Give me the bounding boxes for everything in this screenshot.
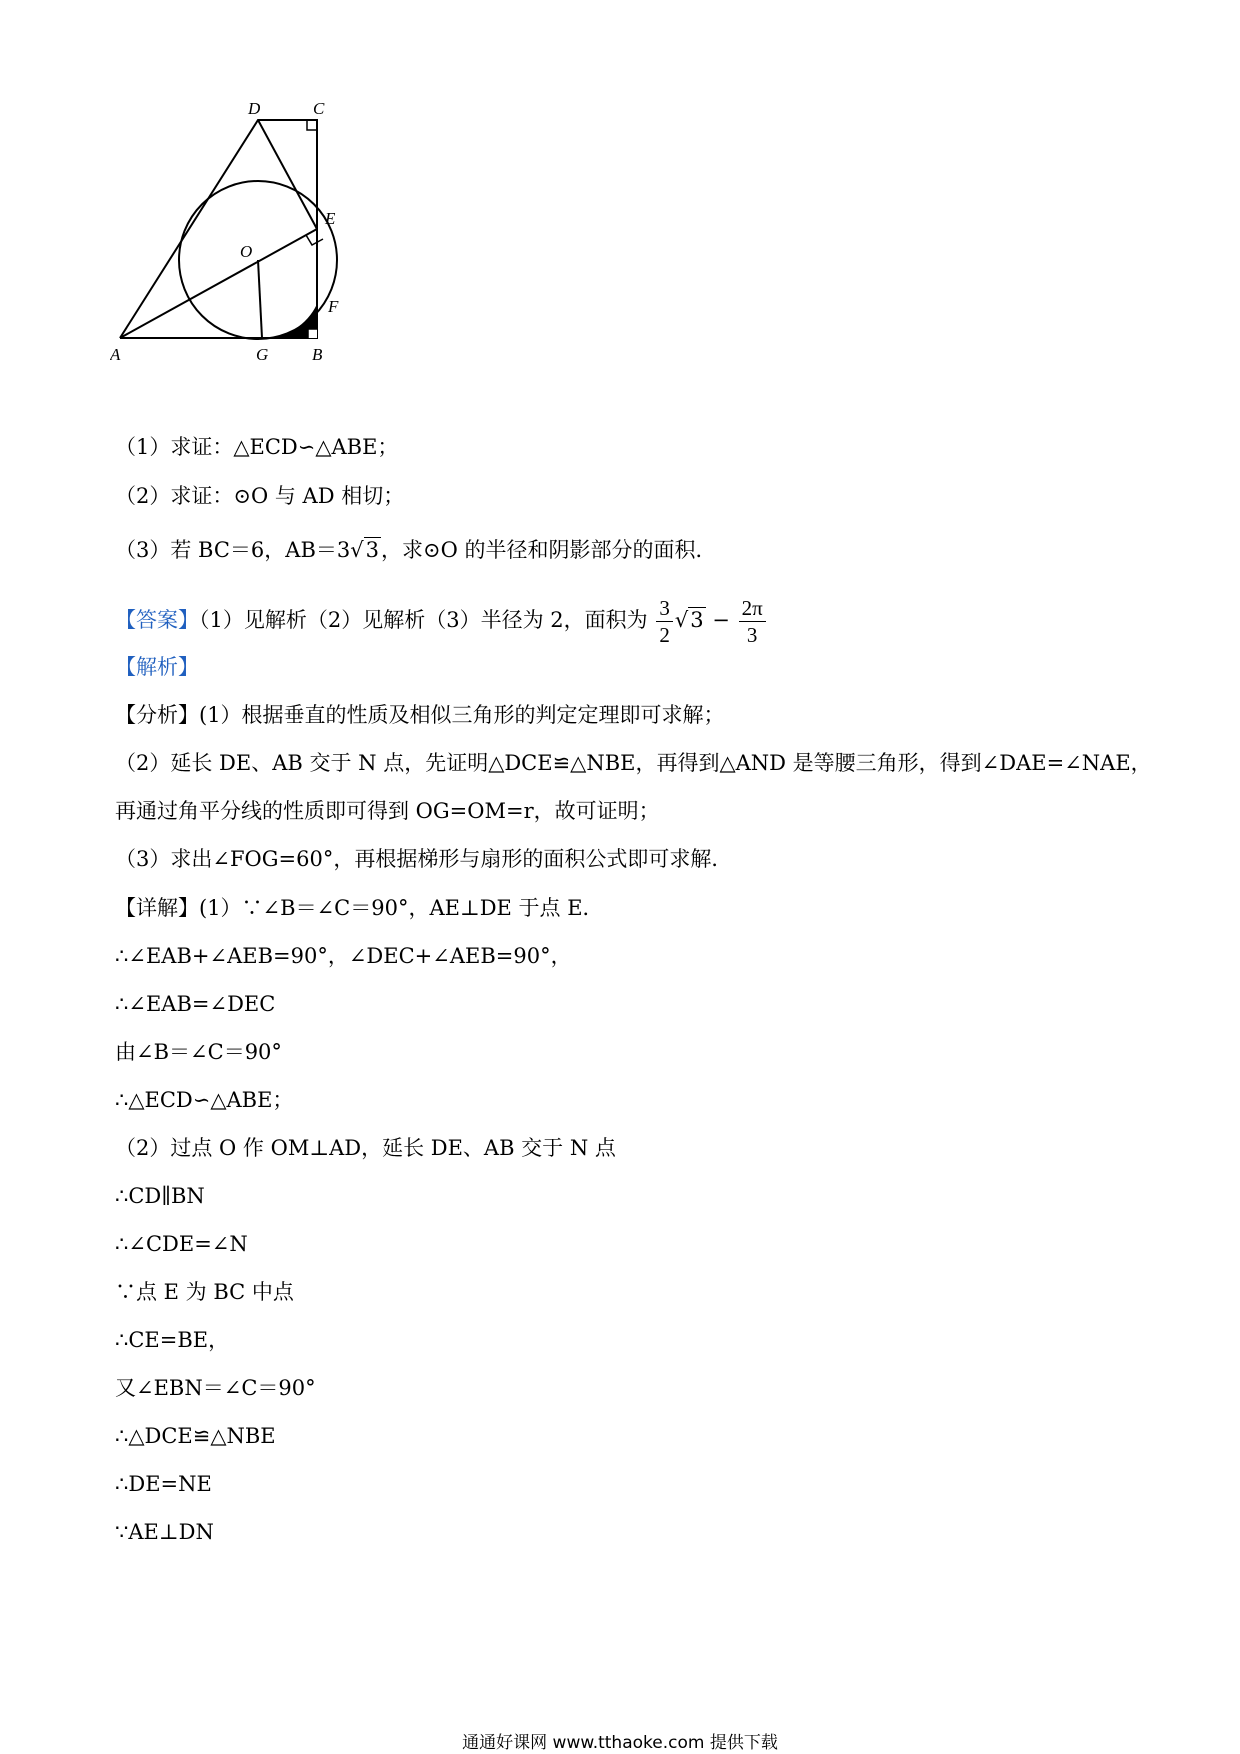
question-2: （2）求证：⊙O 与 AD 相切； [115, 484, 405, 508]
label-g: G [256, 345, 269, 364]
label-a: A [110, 345, 121, 364]
line-abcd [120, 120, 317, 338]
detail-line: ∴CE=BE， [115, 1328, 230, 1352]
question-3 [115, 535, 717, 565]
sqrt-symbol: √3 [350, 538, 380, 562]
line-og [258, 260, 262, 338]
analysis-line: 【分析】(1）根据垂直的性质及相似三角形的判定定理即可求解； [115, 703, 725, 727]
right-angle-c [307, 120, 317, 130]
line-de [258, 120, 317, 229]
detail-line: ∴∠EAB+∠AEB=90°，∠DEC+∠AEB=90°， [115, 944, 572, 968]
fraction-3-2: $\frac{3}{2}$ [656, 595, 673, 648]
label-b: B [312, 345, 323, 364]
label-c: C [313, 100, 325, 118]
answer-text: （1）见解析（2）见解析（3）半径为 2，面积为 [199, 608, 648, 632]
detail-line: 【详解】(1）∵∠B＝∠C＝90°，AE⊥DE 于点 E． [115, 896, 604, 920]
detail-line: ∴△DCE≌△NBE [115, 1424, 276, 1448]
detail-line: ∴△ECD∽△ABE； [115, 1088, 294, 1112]
detail-line: ∵点 E 为 BC 中点 [115, 1280, 294, 1304]
detail-line: 由∠B＝∠C＝90° [115, 1040, 282, 1064]
detail-line: ∵AE⊥DN [115, 1520, 214, 1544]
answer-minus: − [712, 608, 730, 632]
detail-line: （2）过点 O 作 OM⊥AD，延长 DE、AB 交于 N 点 [115, 1136, 616, 1160]
analysis-line: （2）延长 DE、AB 交于 N 点，先证明△DCE≌△NBE，再得到△AND 是等腰三角形，得到∠DAE=∠NAE， [115, 751, 1152, 775]
label-f: F [328, 297, 339, 316]
label-e: E [325, 209, 336, 228]
geometry-figure [110, 100, 390, 410]
question-3-post: ，求⊙O 的半径和阴影部分的面积． [381, 538, 717, 562]
detail-line: ∴∠CDE=∠N [115, 1232, 248, 1256]
analysis-tag: 【解析】 [115, 655, 199, 679]
detail-line: ∴CD∥BN [115, 1184, 205, 1208]
detail-line: 又∠EBN＝∠C＝90° [115, 1376, 316, 1400]
answer-line [115, 595, 768, 648]
analysis-line: （3）求出∠FOG=60°，再根据梯形与扇形的面积公式即可求解． [115, 847, 733, 871]
fraction-2pi-3: $\frac{2\pi}{3}$ [739, 595, 766, 648]
right-angle-e [306, 235, 323, 245]
question-1: （1）求证：△ECD∽△ABE； [115, 435, 399, 459]
footer-watermark: 通通好课网 www.tthaoke.com 提供下载 [462, 1733, 778, 1753]
detail-line: ∴DE=NE [115, 1472, 212, 1496]
right-angle-b [308, 329, 317, 338]
question-3-pre: （3）若 BC＝6，AB＝3 [115, 538, 351, 562]
answer-sqrt: √3 [674, 608, 704, 632]
label-d: D [248, 100, 261, 118]
answer-tag: 【答案】 [115, 608, 199, 632]
detail-line: ∴∠EAB=∠DEC [115, 992, 276, 1016]
line-ae [120, 229, 317, 338]
label-o: O [240, 242, 253, 261]
analysis-line: 再通过角平分线的性质即可得到 OG=OM=r，故可证明； [115, 799, 660, 823]
